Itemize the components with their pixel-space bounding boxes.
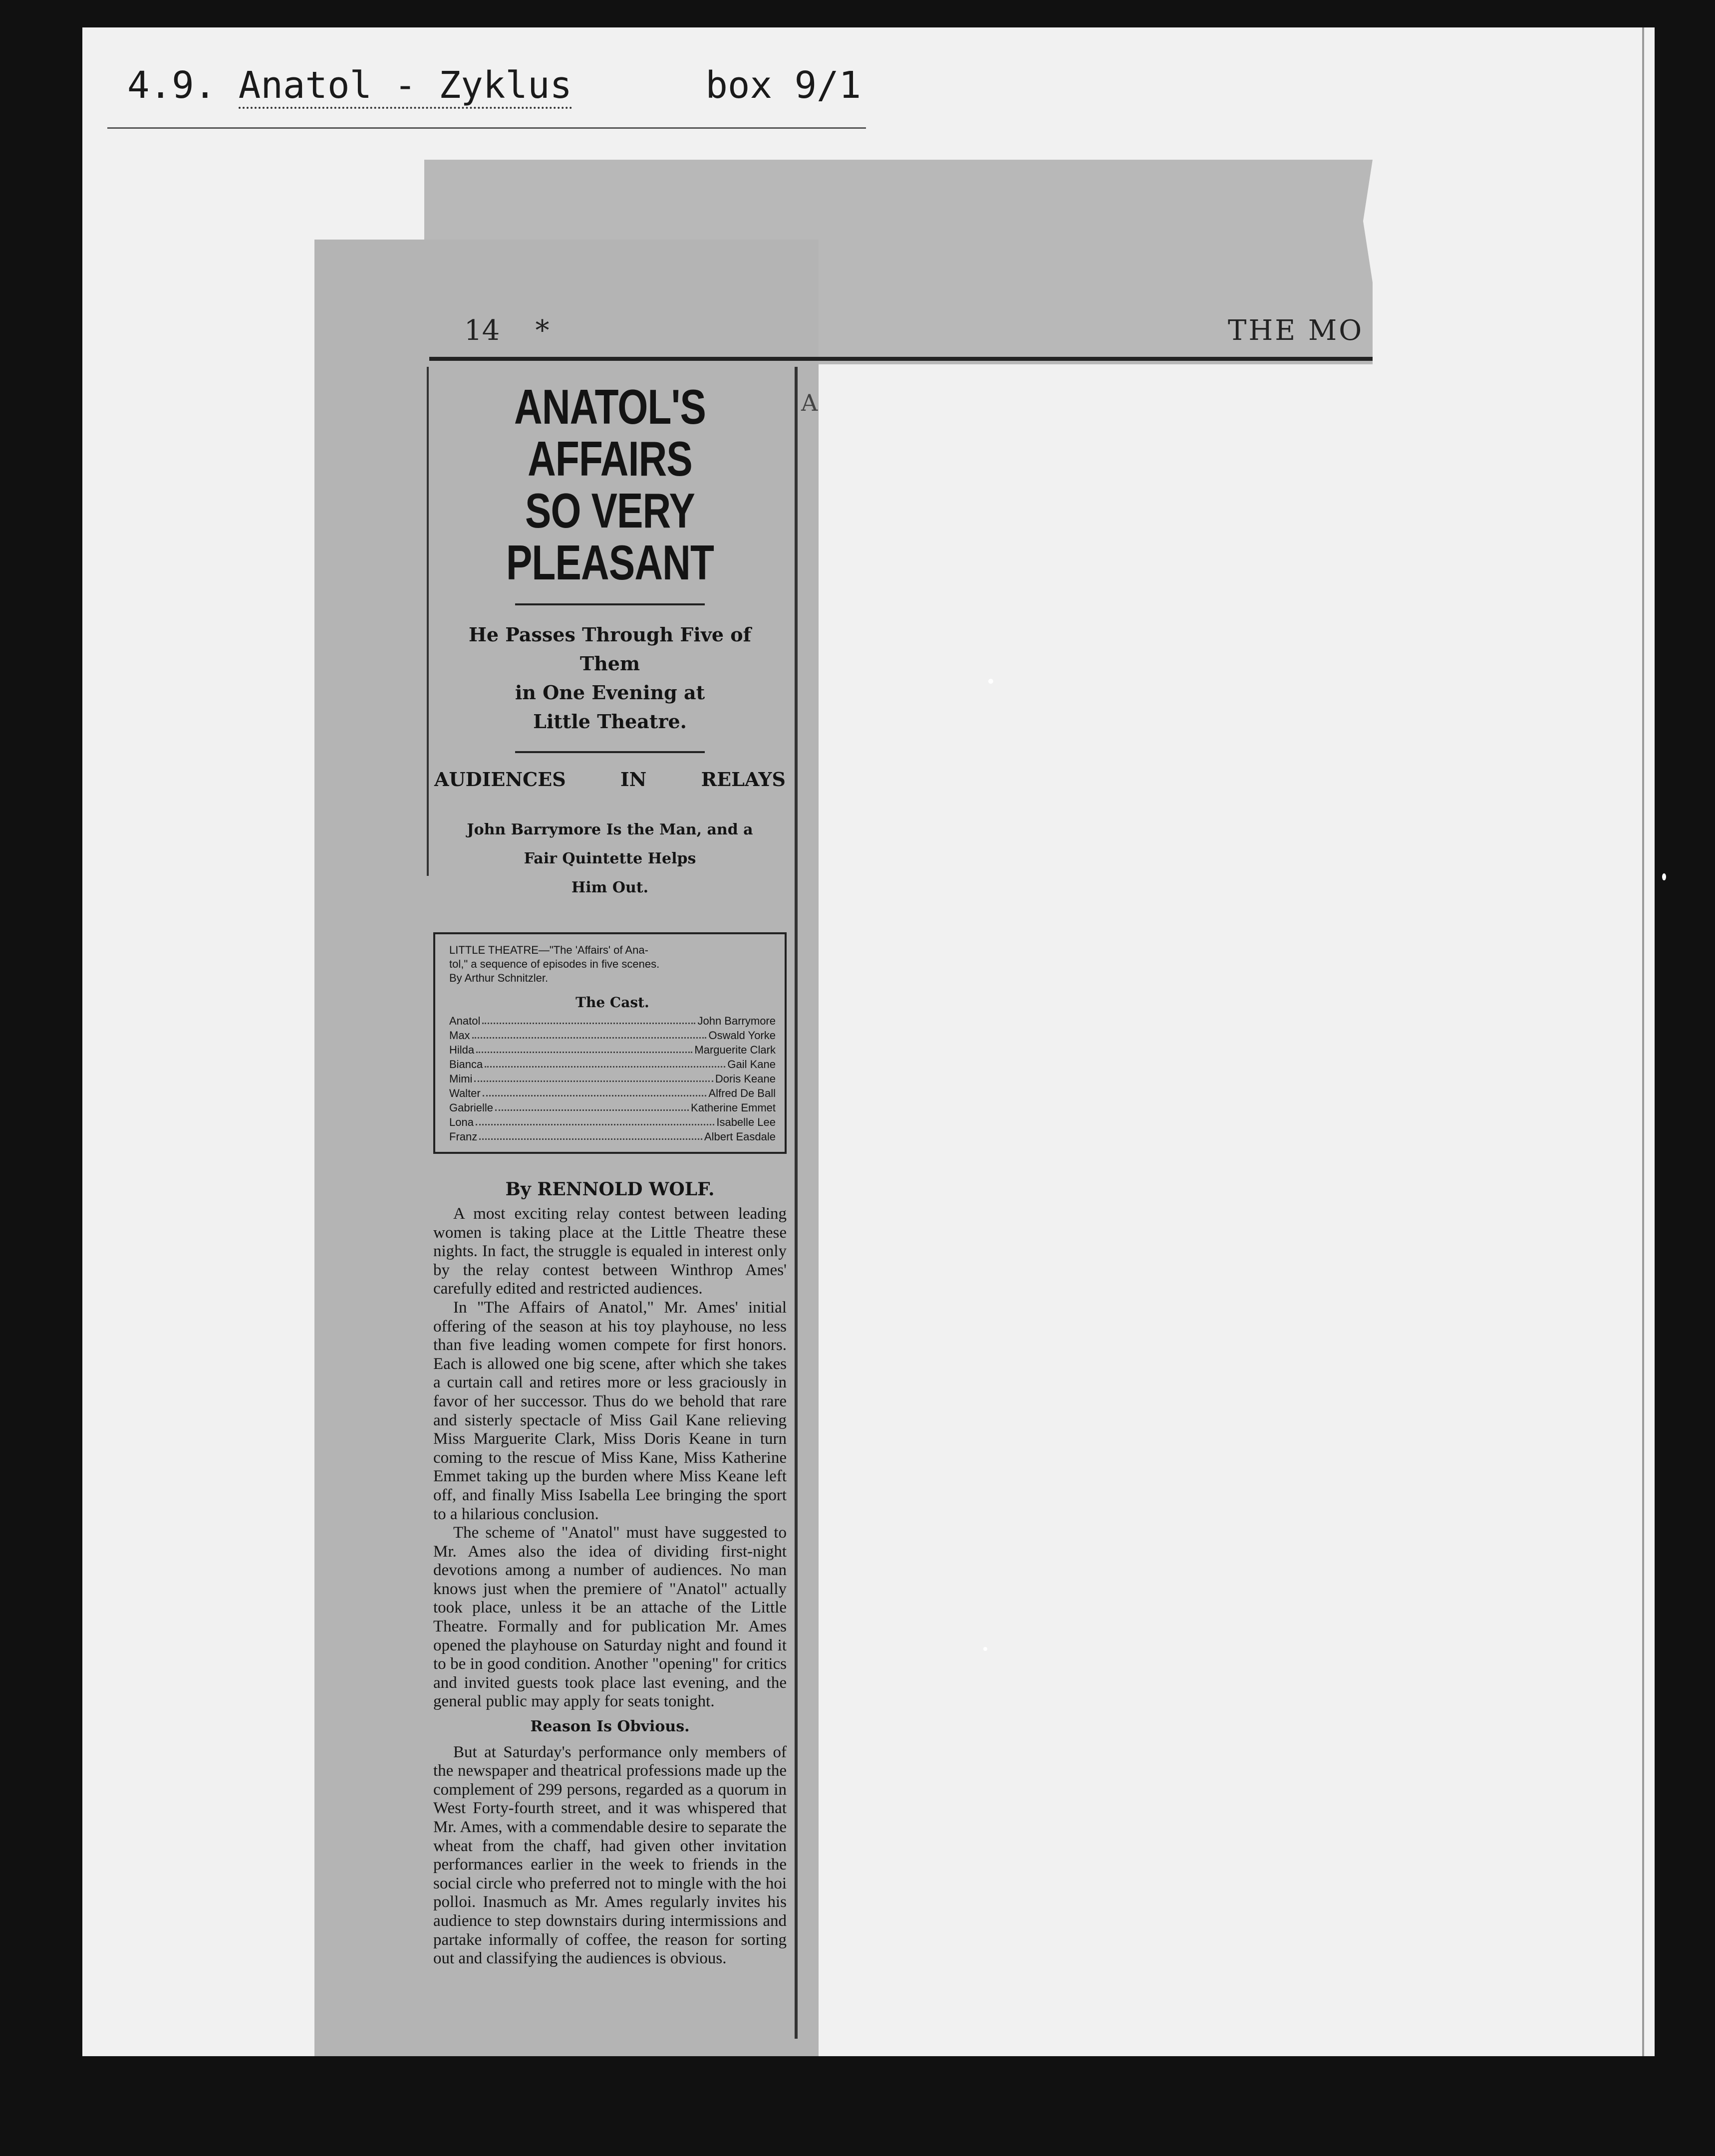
cast-row [449,1129,776,1144]
cast-actor: Gail Kane [727,1058,776,1071]
paragraph: A most exciting relay contest between leading women is taking place at the Little Theatre these nights. In fact, the struggle is equaled in interest only by the relay contest between Winthrop Ames' carefully edited and restricted audiences. [433,1205,787,1298]
paragraph: In "The Affairs of Anatol," Mr. Ames' initial offering of the season at his toy playhouse, no less than five leading women compete for first honors. Each is allowed one big scene, after which she takes a curtain call and retires more or less graciously in favor of her successor. Thus do we behold that rare and sisterly spectacle of Miss Gail Kane relieving Miss Marguerite Clark, Miss Doris Keane in turn coming to the rescue of Miss Kane, Miss Katherine Emmet taking up the burden where Miss Keane left off, and finally Miss Isabella Lee bringing the sport to a hilarious conclusion. [433,1298,787,1523]
column-rule-right [795,367,798,2039]
dust-speck [983,1647,987,1651]
cast-role: Gabrielle [449,1101,494,1114]
cast-actor: Alfred De Ball [708,1087,776,1099]
cast-role: Max [449,1029,470,1042]
rule [515,603,705,605]
leader-dots [479,1129,702,1140]
paragraph: But at Saturday's performance only members of the newspaper and theatrical professions made up the complement of 299 persons, regarded as a quorum in West Forty-fourth street, and it was whispered that Mr. Ames, with a commendable desire to separate the wheat from the chaff, had given other invitation performances earlier in the week to friends in the social circle who preferred not to mingle with the hoi polloi. Inasmuch as Mr. Ames regularly invites his audience to step downstairs during intermissions and partake informally of coffee, the reason for sorting out and classifying the audiences is obvious. [433,1743,787,1968]
cast-row [449,1043,776,1057]
cast-row [449,1115,776,1129]
article-body [433,1205,787,1968]
cast-row [449,1014,776,1028]
subhead: Reason Is Obvious. [530,1718,690,1736]
cast-row [449,1028,776,1043]
card-label [127,64,861,107]
cast-role: Mimi [449,1073,473,1085]
card-rule [107,127,866,129]
leader-dots [474,1072,713,1082]
cast-role: Bianca [449,1058,483,1071]
cast-actor: Albert Easdale [704,1130,776,1143]
leader-dots [485,1057,725,1068]
header-rule [429,357,1373,361]
card-edge [1642,27,1644,2056]
dust-speck [1662,873,1666,880]
cast-row [449,1072,776,1086]
cast-row [449,1086,776,1100]
cast-actor: Oswald Yorke [708,1029,776,1042]
leader-dots [472,1028,707,1039]
cast-title: The Cast. [575,994,649,1011]
cast-row [449,1057,776,1072]
cast-role: Anatol [449,1015,481,1027]
card-title: Anatol - Zyklus [239,64,572,109]
cast-actor: John Barrymore [697,1015,776,1027]
byline: By RENNOLD WOLF. [505,1179,715,1200]
leader-dots [476,1115,714,1125]
rule [515,751,705,753]
cast-actor: Katherine Emmet [691,1101,776,1114]
card-box: box 9/1 [705,64,861,107]
cast-box [433,932,787,1154]
cast-header: LITTLE THEATRE—"The 'Affairs' of Ana- tol," a sequence of episodes in five scenes. By Arthur Schnitzler. [449,944,660,984]
cast-role: Walter [449,1087,481,1099]
column-rule-left [427,367,429,876]
deck: He Passes Through Five of Them in One Evening at Little Theatre. [469,623,751,733]
cast-list [449,1014,776,1144]
cast-role: Franz [449,1130,478,1143]
card-number: 4.9. [127,64,217,107]
cast-actor: Isabelle Lee [716,1116,776,1128]
headline: ANATOL'S AFFAIRS SO VERY PLEASANT [506,379,714,590]
adjacent-column-fragment: A [801,389,818,416]
cast-row [449,1100,776,1115]
cast-role: Lona [449,1116,474,1128]
leader-dots [483,1086,707,1096]
page-number: 14 * [464,314,550,347]
cast-actor: Doris Keane [715,1073,776,1085]
article-column [430,367,790,1968]
leader-dots [482,1014,695,1024]
leader-dots [495,1100,689,1111]
sub-bank: AUDIENCES IN RELAYS [434,768,786,791]
cast-actor: Marguerite Clark [694,1044,776,1056]
second-deck: John Barrymore Is the Man, and a Fair Quintette Helps Him Out. [467,821,753,896]
masthead-fragment: THE MO [1228,314,1364,347]
dust-speck [988,679,993,684]
cast-role: Hilda [449,1044,475,1056]
leader-dots [476,1043,692,1053]
paragraph: The scheme of "Anatol" must have suggested to Mr. Ames also the idea of dividing first-night devotions among a number of audiences. No man knows just when the premiere of "Anatol" actually took place, unless it be an attache of the Little Theatre. Formally and for publication Mr. Ames opened the playhouse on Saturday night and found it to be in good condition. Another "opening" for critics and invited guests took place last evening, and the general public may apply for seats tonight. [433,1524,787,1711]
